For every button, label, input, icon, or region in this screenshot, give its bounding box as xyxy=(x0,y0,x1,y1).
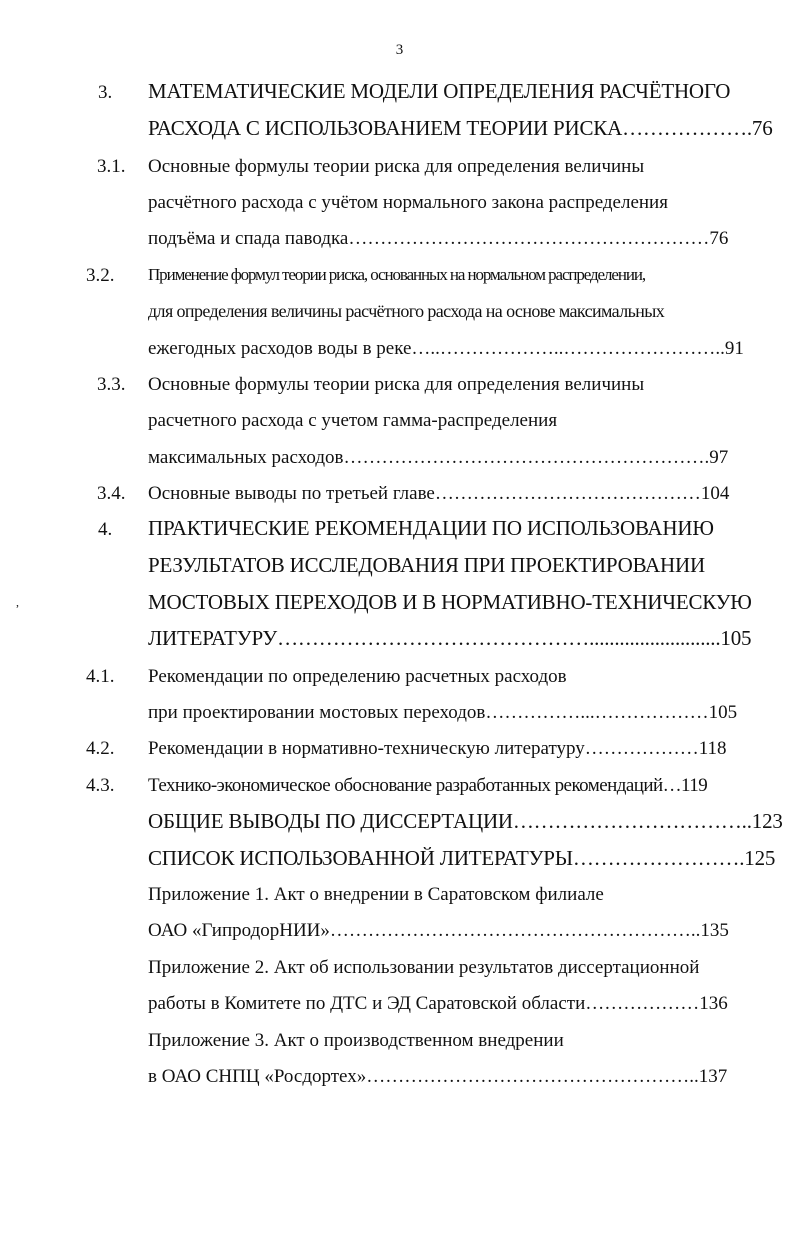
toc-number-3-2: 3.2. xyxy=(86,265,115,286)
toc-entry-4-line2: РЕЗУЛЬТАТОВ ИССЛЕДОВАНИЯ ПРИ ПРОЕКТИРОВАНИИ xyxy=(148,553,705,577)
stray-mark: , xyxy=(16,595,19,609)
toc-entry-appendix-3-line1: Приложение 3. Акт о производственном внедрении xyxy=(148,1030,564,1051)
toc-entry-4-1-line2: при проектировании мостовых переходов……………...………………105 xyxy=(148,702,738,723)
toc-entry-4-line1: ПРАКТИЧЕСКИЕ РЕКОМЕНДАЦИИ ПО ИСПОЛЬЗОВАНИЮ xyxy=(148,516,714,540)
toc-entry-appendix-1-line1: Приложение 1. Акт о внедрении в Саратовском филиале xyxy=(148,884,604,905)
toc-number-4-3: 4.3. xyxy=(86,775,115,796)
toc-entry-3-3-line2: расчетного расхода с учетом гамма-распределения xyxy=(148,410,558,431)
toc-number-4: 4. xyxy=(98,519,113,540)
toc-entry-4-line3: МОСТОВЫХ ПЕРЕХОДОВ И В НОРМАТИВНО-ТЕХНИЧЕСКУЮ xyxy=(148,590,752,614)
toc-entry-references: СПИСОК ИСПОЛЬЗОВАННОЙ ЛИТЕРАТУРЫ…………………….125 xyxy=(148,846,776,870)
toc-entry-3-1-line3: подъёма и спада паводка…………………………………………………76 xyxy=(148,228,729,249)
toc-number-4-1: 4.1. xyxy=(86,666,115,687)
page-number: 3 xyxy=(395,42,404,58)
toc-number-3-3: 3.3. xyxy=(97,374,126,395)
toc-entry-conclusions: ОБЩИЕ ВЫВОДЫ ПО ДИССЕРТАЦИИ……………………………..123 xyxy=(148,809,783,833)
toc-entry-appendix-1-line2: ОАО «ГипродорНИИ»…………………………………………………..135 xyxy=(148,920,729,941)
toc-entry-4-line4: ЛИТЕРАТУРУ………………………………………..........................105 xyxy=(148,626,752,650)
toc-entry-3-2-line1: Применение формул теории риска, основанных на нормальном распределении, xyxy=(148,265,645,284)
toc-entry-3-line2: РАСХОДА С ИСПОЛЬЗОВАНИЕМ ТЕОРИИ РИСКА……………….76 xyxy=(148,116,773,140)
toc-entry-3-2-line2: для определения величины расчётного расхода на основе максимальных xyxy=(148,301,665,321)
toc-entry-3-2-line3: ежегодных расходов воды в реке…..………………..……………………..91 xyxy=(148,338,744,359)
toc-number-4-2: 4.2. xyxy=(86,738,115,759)
toc-entry-appendix-2-line1: Приложение 2. Акт об использовании результатов диссертационной xyxy=(148,957,700,978)
toc-number-3-4: 3.4. xyxy=(97,483,126,504)
toc-entry-3-line1: МАТЕМАТИЧЕСКИЕ МОДЕЛИ ОПРЕДЕЛЕНИЯ РАСЧЁТНОГО xyxy=(148,79,731,103)
toc-entry-4-2: Рекомендации в нормативно-техническую литературу………………118 xyxy=(148,738,727,759)
toc-entry-3-1-line2: расчётного расхода с учётом нормального закона распределения xyxy=(148,192,668,213)
toc-entry-3-4: Основные выводы по третьей главе……………………………………104 xyxy=(148,483,730,504)
toc-entry-appendix-3-line2: в ОАО СНПЦ «Росдортех»……………………………………………..137 xyxy=(148,1066,728,1087)
toc-number-3: 3. xyxy=(98,82,113,103)
toc-entry-3-3-line3: максимальных расходов………………………………………………….97 xyxy=(148,447,729,468)
toc-entry-3-3-line1: Основные формулы теории риска для определения величины xyxy=(148,374,645,395)
toc-entry-4-3: Технико-экономическое обоснование разработанных рекомендаций…119 xyxy=(148,775,708,796)
toc-entry-4-1-line1: Рекомендации по определению расчетных расходов xyxy=(148,666,567,687)
toc-entry-appendix-2-line2: работы в Комитете по ДТС и ЭД Саратовской области………………136 xyxy=(148,993,728,1014)
toc-entry-3-1-line1: Основные формулы теории риска для определения величины xyxy=(148,156,645,177)
toc-number-3-1: 3.1. xyxy=(97,156,126,177)
